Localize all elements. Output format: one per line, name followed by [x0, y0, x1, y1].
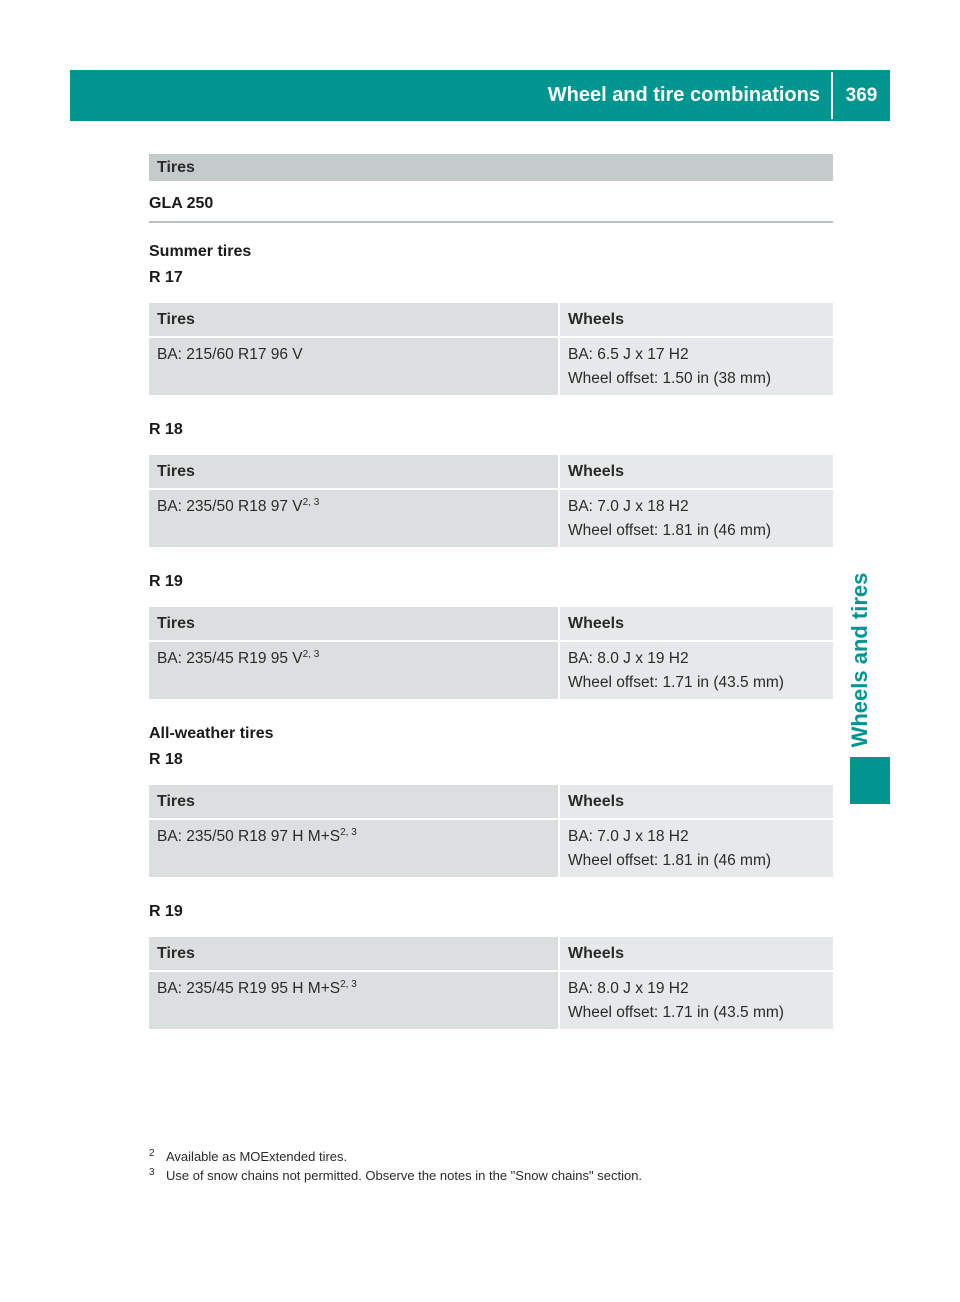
- allweather-r19-label: R 19: [149, 903, 183, 920]
- wheel-spec: BA: 8.0 J x 19 H2: [568, 980, 689, 997]
- footnote: [149, 1147, 642, 1166]
- wheel-cell: [559, 489, 833, 547]
- wheel-offset: Wheel offset: 1.81 in (46 mm): [568, 852, 772, 869]
- summer-r17-label: R 17: [149, 269, 183, 286]
- column-header-wheels: Wheels: [559, 455, 833, 489]
- tire-spec: BA: 235/50 R18 97 V: [157, 498, 303, 515]
- content: [149, 154, 833, 1029]
- side-tab-label: Wheels and tires: [847, 572, 872, 748]
- wheel-spec: BA: 7.0 J x 18 H2: [568, 498, 689, 515]
- wheel-offset: Wheel offset: 1.50 in (38 mm): [568, 370, 772, 387]
- column-header-tires: Tires: [149, 607, 559, 641]
- allweather-r19-table: [149, 937, 833, 1029]
- wheel-cell: [559, 819, 833, 877]
- tire-spec: BA: 235/45 R19 95 V: [157, 650, 303, 667]
- allweather-r18-table: [149, 785, 833, 877]
- table-row: [149, 971, 833, 1029]
- table-row: [149, 641, 833, 699]
- tire-cell: [149, 819, 559, 877]
- column-header-wheels: Wheels: [559, 937, 833, 971]
- column-header-tires: Tires: [149, 937, 559, 971]
- footnote-number: 2: [149, 1148, 155, 1159]
- summer-r18-label: R 18: [149, 421, 183, 438]
- tire-cell: [149, 489, 559, 547]
- wheel-cell: [559, 641, 833, 699]
- wheel-cell: [559, 337, 833, 395]
- column-header-wheels: Wheels: [559, 785, 833, 819]
- tire-cell: [149, 641, 559, 699]
- tire-spec: BA: 235/50 R18 97 H M+S: [157, 828, 341, 845]
- table-row: [149, 819, 833, 877]
- tire-spec: BA: 235/45 R19 95 H M+S: [157, 980, 341, 997]
- allweather-r18-label: R 18: [149, 751, 183, 768]
- column-header-tires: Tires: [149, 455, 559, 489]
- wheel-offset: Wheel offset: 1.81 in (46 mm): [568, 522, 772, 539]
- summer-r17-table: [149, 303, 833, 395]
- page-number: 369: [845, 85, 878, 106]
- wheel-spec: BA: 8.0 J x 19 H2: [568, 650, 689, 667]
- wheel-offset: Wheel offset: 1.71 in (43.5 mm): [568, 674, 784, 691]
- summer-r19-label: R 19: [149, 573, 183, 590]
- table-row: [149, 337, 833, 395]
- tire-cell: [149, 337, 559, 395]
- wheel-spec: BA: 6.5 J x 17 H2: [568, 346, 689, 363]
- summer-tires-label: Summer tires: [149, 243, 252, 260]
- footnote-text: Use of snow chains not permitted. Observe the notes in the "Snow chains" section.: [166, 1168, 643, 1183]
- table-row: [149, 489, 833, 547]
- tire-spec: BA: 215/60 R17 96 V: [157, 346, 303, 363]
- tire-cell: [149, 971, 559, 1029]
- footnote-ref: 2, 3: [302, 648, 320, 660]
- section-heading: Tires: [149, 154, 833, 181]
- page-title: Wheel and tire combinations: [547, 84, 820, 106]
- column-header-tires: Tires: [149, 785, 559, 819]
- footnote-ref: 2, 3: [302, 496, 320, 508]
- footnotes: [149, 1147, 642, 1185]
- side-tab-marker: [850, 757, 890, 804]
- column-header-wheels: Wheels: [559, 303, 833, 337]
- footnote-ref: 2, 3: [340, 978, 357, 990]
- summer-r18-table: [149, 455, 833, 547]
- footnote-number: 3: [149, 1167, 155, 1178]
- wheel-offset: Wheel offset: 1.71 in (43.5 mm): [568, 1004, 784, 1021]
- side-tab: [840, 560, 880, 760]
- footnote-text: Available as MOExtended tires.: [166, 1149, 348, 1164]
- column-header-tires: Tires: [149, 303, 559, 337]
- footnote: [149, 1166, 642, 1185]
- wheel-spec: BA: 7.0 J x 18 H2: [568, 828, 689, 845]
- summer-r19-table: [149, 607, 833, 699]
- allweather-tires-label: All-weather tires: [149, 725, 274, 742]
- column-header-wheels: Wheels: [559, 607, 833, 641]
- footnote-ref: 2, 3: [340, 826, 357, 838]
- model-divider: [149, 221, 833, 223]
- wheel-cell: [559, 971, 833, 1029]
- model-name: GLA 250: [149, 195, 214, 212]
